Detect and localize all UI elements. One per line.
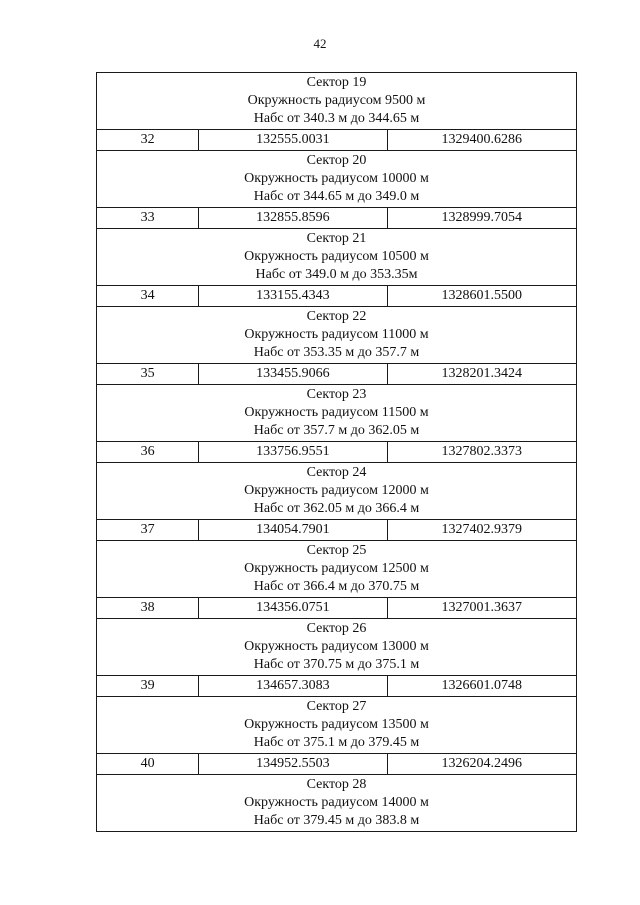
sector-row bbox=[97, 619, 577, 676]
sector-height-range: Набс от 353.35 м до 357.7 м bbox=[253, 345, 420, 360]
point-row bbox=[97, 442, 577, 463]
point-number: 40 bbox=[97, 754, 199, 775]
point-x: 134054.7901 bbox=[199, 520, 387, 541]
sector-height-range: Набс от 370.75 м до 375.1 м bbox=[253, 657, 420, 672]
point-number: 36 bbox=[97, 442, 199, 463]
point-y: 1328601.5500 bbox=[387, 286, 576, 307]
point-row bbox=[97, 130, 577, 151]
point-row bbox=[97, 208, 577, 229]
sector-height-range: Набс от 379.45 м до 383.8 м bbox=[253, 813, 420, 828]
sector-row bbox=[97, 73, 577, 130]
sector-circle: Окружность радиусом 13000 м bbox=[244, 639, 429, 654]
point-x: 132855.8596 bbox=[199, 208, 387, 229]
sector-title: Сектор 24 bbox=[306, 465, 367, 480]
point-number: 39 bbox=[97, 676, 199, 697]
sector-title: Сектор 22 bbox=[306, 309, 367, 324]
point-x: 134657.3083 bbox=[199, 676, 387, 697]
sector-title: Сектор 28 bbox=[306, 777, 367, 792]
point-number: 38 bbox=[97, 598, 199, 619]
sector-title: Сектор 25 bbox=[306, 543, 367, 558]
point-number: 34 bbox=[97, 286, 199, 307]
sector-row bbox=[97, 307, 577, 364]
point-number: 35 bbox=[97, 364, 199, 385]
point-number: 32 bbox=[97, 130, 199, 151]
sector-title: Сектор 26 bbox=[306, 621, 367, 636]
sector-circle: Окружность радиусом 10000 м bbox=[244, 171, 429, 186]
point-y: 1326601.0748 bbox=[387, 676, 576, 697]
point-x: 133155.4343 bbox=[199, 286, 387, 307]
sector-circle: Окружность радиусом 12000 м bbox=[244, 483, 429, 498]
sector-row bbox=[97, 775, 577, 832]
point-y: 1327402.9379 bbox=[387, 520, 576, 541]
point-y: 1328201.3424 bbox=[387, 364, 576, 385]
point-number: 33 bbox=[97, 208, 199, 229]
sector-circle: Окружность радиусом 14000 м bbox=[244, 795, 429, 810]
sector-row bbox=[97, 697, 577, 754]
sector-row bbox=[97, 151, 577, 208]
point-x: 134356.0751 bbox=[199, 598, 387, 619]
sector-coordinates-table bbox=[96, 72, 577, 832]
sector-row bbox=[97, 229, 577, 286]
point-y: 1329400.6286 bbox=[387, 130, 576, 151]
point-row bbox=[97, 364, 577, 385]
sector-title: Сектор 23 bbox=[306, 387, 367, 402]
sector-height-range: Набс от 362.05 м до 366.4 м bbox=[253, 501, 420, 516]
point-row bbox=[97, 754, 577, 775]
point-x: 133455.9066 bbox=[199, 364, 387, 385]
point-row bbox=[97, 598, 577, 619]
sector-title: Сектор 21 bbox=[306, 231, 367, 246]
sector-cell bbox=[97, 151, 577, 208]
sector-row bbox=[97, 541, 577, 598]
sector-cell bbox=[97, 463, 577, 520]
sector-height-range: Набс от 366.4 м до 370.75 м bbox=[253, 579, 420, 594]
point-x: 133756.9551 bbox=[199, 442, 387, 463]
sector-circle: Окружность радиусом 11000 м bbox=[244, 327, 429, 342]
point-x: 134952.5503 bbox=[199, 754, 387, 775]
sector-height-range: Набс от 375.1 м до 379.45 м bbox=[253, 735, 420, 750]
sector-circle: Окружность радиусом 13500 м bbox=[244, 717, 429, 732]
sector-cell bbox=[97, 775, 577, 832]
sector-cell bbox=[97, 697, 577, 754]
sector-cell bbox=[97, 229, 577, 286]
point-number: 37 bbox=[97, 520, 199, 541]
point-y: 1327001.3637 bbox=[387, 598, 576, 619]
point-y: 1327802.3373 bbox=[387, 442, 576, 463]
point-x: 132555.0031 bbox=[199, 130, 387, 151]
point-y: 1328999.7054 bbox=[387, 208, 576, 229]
sector-cell bbox=[97, 73, 577, 130]
sector-circle: Окружность радиусом 10500 м bbox=[244, 249, 429, 264]
sector-height-range: Набс от 340.3 м до 344.65 м bbox=[253, 111, 420, 126]
sector-row bbox=[97, 463, 577, 520]
sector-circle: Окружность радиусом 11500 м bbox=[244, 405, 429, 420]
sector-height-range: Набс от 357.7 м до 362.05 м bbox=[253, 423, 420, 438]
point-row bbox=[97, 286, 577, 307]
page-number: 42 bbox=[313, 36, 327, 51]
sector-circle: Окружность радиусом 9500 м bbox=[247, 93, 426, 108]
sector-title: Сектор 27 bbox=[306, 699, 367, 714]
sector-cell bbox=[97, 307, 577, 364]
sector-cell bbox=[97, 541, 577, 598]
sector-height-range: Набс от 349.0 м до 353.35м bbox=[255, 267, 418, 282]
sector-cell bbox=[97, 385, 577, 442]
point-row bbox=[97, 520, 577, 541]
point-row bbox=[97, 676, 577, 697]
sector-row bbox=[97, 385, 577, 442]
point-y: 1326204.2496 bbox=[387, 754, 576, 775]
sector-title: Сектор 19 bbox=[306, 75, 367, 90]
sector-circle: Окружность радиусом 12500 м bbox=[244, 561, 429, 576]
sector-height-range: Набс от 344.65 м до 349.0 м bbox=[253, 189, 420, 204]
sector-cell bbox=[97, 619, 577, 676]
sector-title: Сектор 20 bbox=[306, 153, 367, 168]
